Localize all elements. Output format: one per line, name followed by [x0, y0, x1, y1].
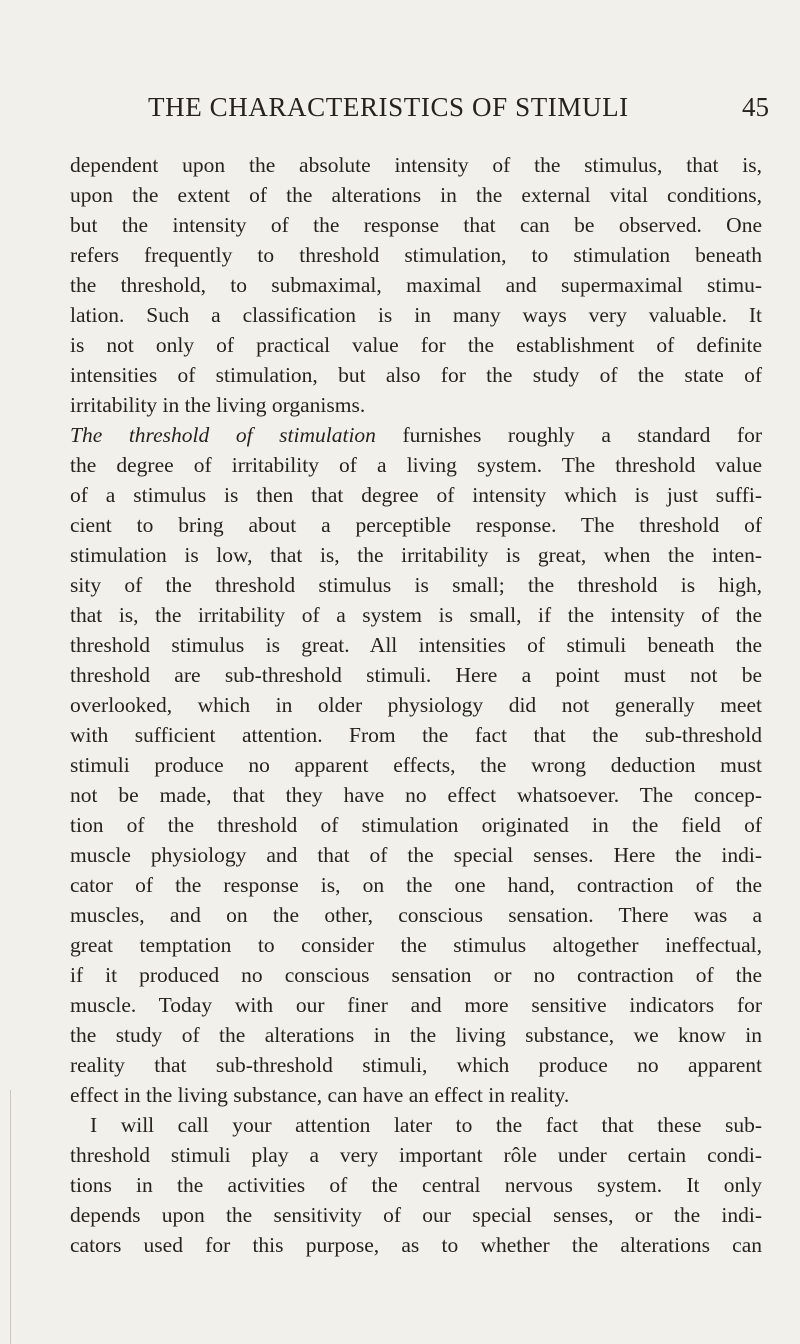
- text-line: effect in the living substance, can have an effect in reality.: [70, 1083, 570, 1107]
- text-line: tion of the threshold of stimulation originated in the field of: [70, 813, 762, 837]
- text-line: that is, the irritability of a system is small, if the intensity of the: [70, 603, 762, 627]
- text-line: upon the extent of the alterations in the external vital conditions,: [70, 183, 762, 207]
- italic-lead: The threshold of stimulation: [70, 423, 376, 447]
- text-line: great temptation to consider the stimulus altogether ineffectual,: [70, 933, 762, 957]
- text-line: of a stimulus is then that degree of intensity which is just suffi-: [70, 483, 762, 507]
- text-line: if it produced no conscious sensation or no contraction of the: [70, 963, 762, 987]
- text-line: with sufficient attention. From the fact that the sub-threshold: [70, 723, 762, 747]
- page-number: 45: [742, 92, 769, 122]
- text-line: depends upon the sensitivity of our special senses, or the indi-: [70, 1203, 762, 1227]
- text-line: stimulation is low, that is, the irritability is great, when the inten-: [70, 543, 762, 567]
- text-line: the threshold, to submaximal, maximal and supermaximal stimu-: [70, 273, 762, 297]
- text-line: tions in the activities of the central nervous system. It only: [70, 1173, 762, 1197]
- text-line: I will call your attention later to the fact that these sub-: [90, 1113, 762, 1137]
- body-text: [70, 150, 762, 1260]
- text-line: not be made, that they have no effect whatsoever. The concep-: [70, 783, 762, 807]
- paragraph-1: [70, 150, 762, 420]
- paragraph-3: [70, 1110, 762, 1260]
- text-line: threshold stimuli play a very important rôle under certain condi-: [70, 1143, 762, 1167]
- text-line: cient to bring about a perceptible response. The threshold of: [70, 513, 762, 537]
- text-line: muscle physiology and that of the special senses. Here the indi-: [70, 843, 762, 867]
- text-line: intensities of stimulation, but also for the study of the state of: [70, 363, 762, 387]
- text-line: muscles, and on the other, conscious sensation. There was a: [70, 903, 762, 927]
- text-line: stimuli produce no apparent effects, the wrong deduction must: [70, 753, 762, 777]
- text-line: refers frequently to threshold stimulation, to stimulation beneath: [70, 243, 762, 267]
- text-line: the degree of irritability of a living system. The threshold value: [70, 453, 762, 477]
- running-head: [0, 92, 800, 132]
- text-line: lation. Such a classification is in many ways very valuable. It: [70, 303, 762, 327]
- paragraph-2: [70, 420, 762, 1110]
- text-line: but the intensity of the response that can be observed. One: [70, 213, 762, 237]
- text-line: overlooked, which in older physiology did not generally meet: [70, 693, 762, 717]
- text-line: irritability in the living organisms.: [70, 393, 366, 417]
- text-line: dependent upon the absolute intensity of the stimulus, that is,: [70, 153, 762, 177]
- text-line: cators used for this purpose, as to whether the alterations can: [70, 1233, 762, 1257]
- text-line: sity of the threshold stimulus is small; the threshold is high,: [70, 573, 762, 597]
- text-line: threshold are sub-threshold stimuli. Here a point must not be: [70, 663, 762, 687]
- text-line-with-lead: [70, 420, 762, 450]
- text-line: is not only of practical value for the establishment of definite: [70, 333, 762, 357]
- text-line: the study of the alterations in the living substance, we know in: [70, 1023, 762, 1047]
- scan-edge-line: [10, 1090, 11, 1344]
- text-line: threshold stimulus is great. All intensities of stimuli beneath the: [70, 633, 762, 657]
- text-line: cator of the response is, on the one hand, contraction of the: [70, 873, 762, 897]
- text-line-rest: furnishes roughly a standard for: [375, 423, 762, 447]
- running-title: THE CHARACTERISTICS OF STIMULI: [148, 92, 629, 122]
- text-line: reality that sub-threshold stimuli, which produce no apparent: [70, 1053, 762, 1077]
- text-line: muscle. Today with our finer and more sensitive indicators for: [70, 993, 762, 1017]
